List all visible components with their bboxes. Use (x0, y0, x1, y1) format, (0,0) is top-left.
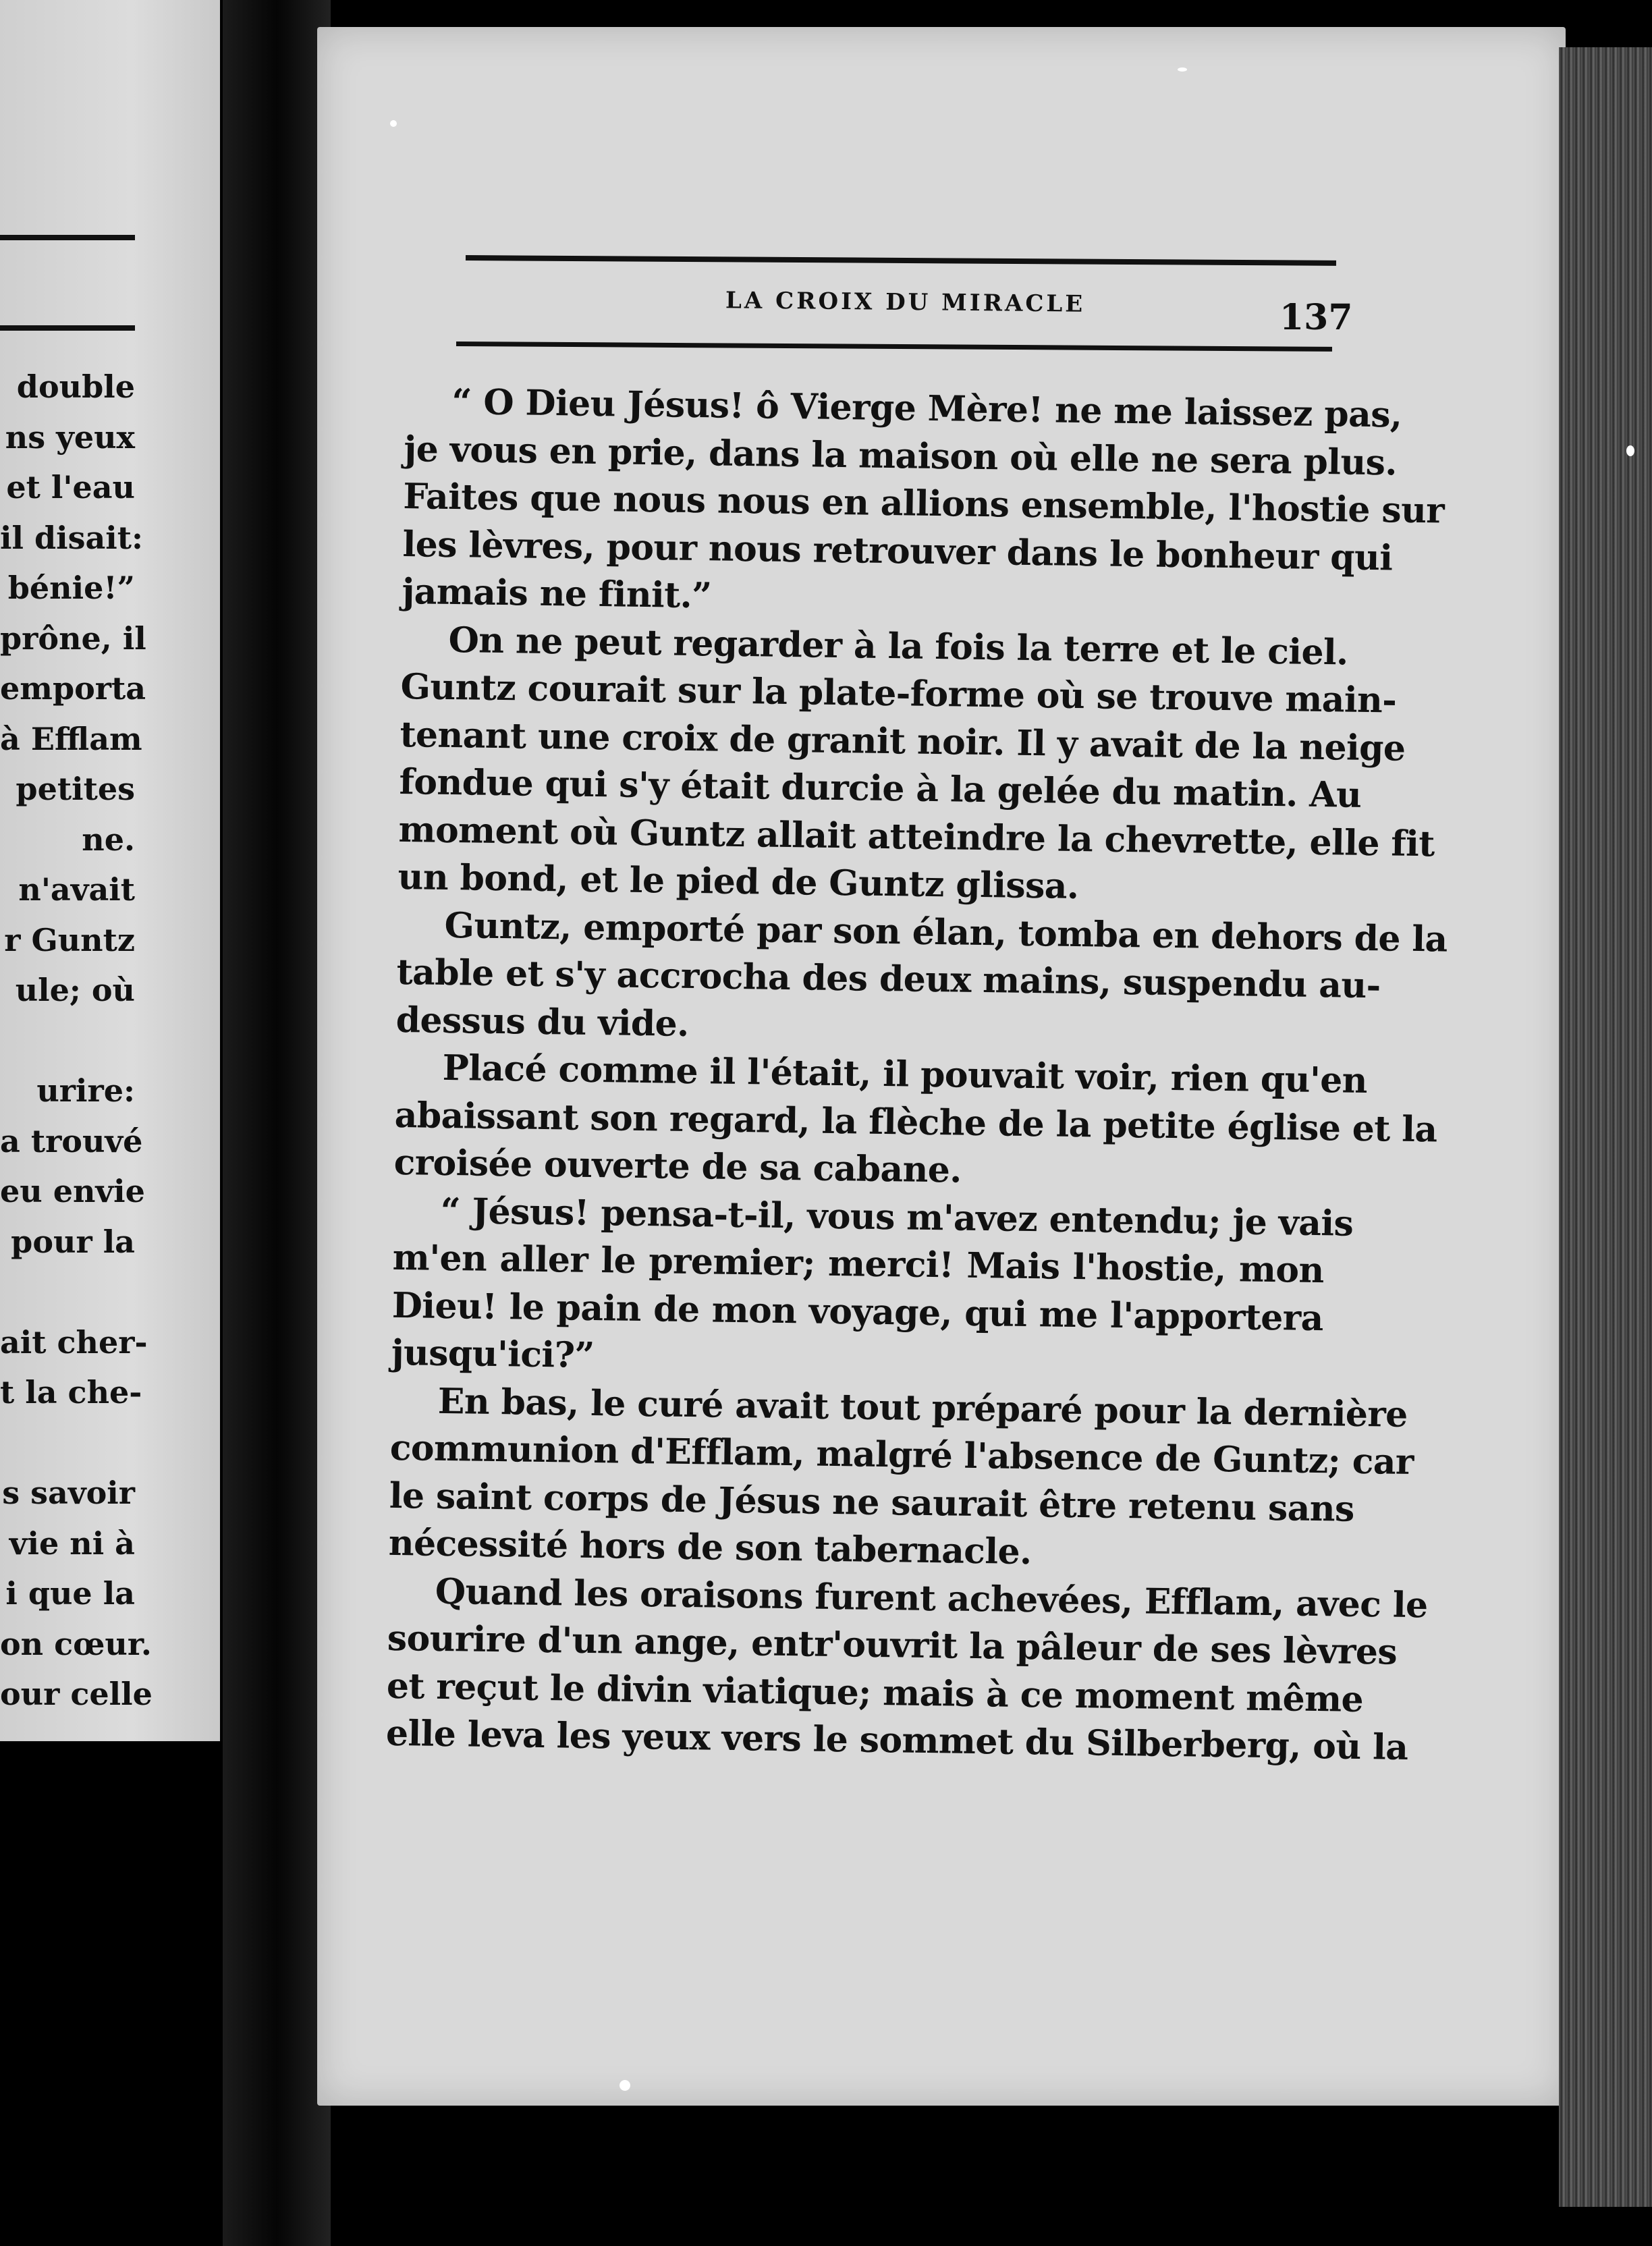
text-line: je vous en prie, dans la maison où elle ne sera plus. (404, 428, 1398, 484)
text-line: Guntz courait sur la plate-forme où se trouve main- (400, 665, 1397, 721)
scan-speck (390, 120, 397, 127)
text-line: On ne peut regarder à la fois la terre et le ciel. (448, 619, 1349, 674)
text-line: croisée ouverte de sa cabane. (393, 1141, 962, 1191)
text-line: Guntz, emporté par son élan, tomba en dehors de la (444, 904, 1448, 960)
left-page-line: pour la (11, 1223, 135, 1260)
body-text (385, 378, 1448, 1771)
text-line: les lèvres, pour nous retrouver dans le bonheur qui (402, 523, 1393, 578)
left-page-line: ne. (82, 821, 135, 858)
text-line: “ O Dieu Jésus! ô Vierge Mère! ne me laissez pas, (451, 381, 1402, 436)
text-line: m'en aller le premier; merci! Mais l'hostie, mon (392, 1236, 1325, 1292)
left-page-line: et l'eau (6, 469, 135, 505)
left-page-line: emporta (0, 670, 146, 707)
left-page-line: ule; où (15, 972, 135, 1008)
left-page-line: a trouvé (0, 1122, 143, 1159)
left-page-line (0, 1016, 135, 1066)
scan-speck (620, 2080, 630, 2091)
text-line: table et s'y accrocha des deux mains, suspendu au- (396, 951, 1381, 1007)
running-head: LA CROIX DU MIRACLE (725, 287, 1086, 318)
left-page-line: our celle (0, 1676, 153, 1712)
book-gutter (223, 0, 331, 2246)
left-page-line: prône, il (0, 620, 146, 657)
left-page-line: eu envie (0, 1173, 145, 1209)
left-page-line: vie ni à (9, 1525, 135, 1562)
left-page-rule-bottom (0, 325, 135, 331)
text-line: jamais ne finit.” (402, 570, 712, 617)
left-page-line: urire: (36, 1072, 135, 1109)
left-page-line (0, 1267, 135, 1317)
left-page-line: s savoir (2, 1475, 135, 1511)
text-line: abaissant son regard, la flèche de la petite église et la (394, 1094, 1437, 1150)
text-line: nécessité hors de son tabernacle. (388, 1522, 1032, 1573)
text-line: En bas, le curé avait tout préparé pour la dernière (437, 1380, 1408, 1435)
left-page-line: petites (16, 771, 135, 807)
left-page-line: on cœur. (0, 1625, 152, 1662)
left-page-line: r Guntz (4, 921, 135, 958)
text-line: jusqu'ici?” (391, 1332, 595, 1377)
text-line: moment où Guntz allait atteindre la chevrette, elle fit (398, 809, 1435, 865)
left-page-line (0, 1418, 135, 1469)
left-page-line: il disait: (0, 519, 144, 556)
left-page-line: ns yeux (5, 418, 135, 456)
page-edge (1559, 47, 1652, 2207)
text-line: Faites que nous nous en allions ensemble, l'hostie sur (403, 475, 1445, 532)
text-line: Dieu! le pain de mon voyage, qui me l'apportera (391, 1284, 1324, 1339)
left-page-line: i que la (5, 1575, 135, 1612)
text-line: tenant une croix de granit noir. Il y avait de la neige (400, 713, 1406, 769)
text-line: et reçut le divin viatique; mais à ce moment même (386, 1665, 1364, 1720)
left-page-line: n'avait (18, 871, 135, 908)
left-page-line: à Efflam (0, 720, 142, 757)
text-line: elle leva les yeux vers le sommet du Silberberg, où la (385, 1712, 1408, 1768)
text-line: sourire d'un ange, entr'ouvrit la pâleur de ses lèvres (387, 1617, 1398, 1673)
left-page-line: bénie!” (7, 570, 135, 606)
scan-speck (1626, 445, 1634, 456)
page-number: 137 (1279, 297, 1353, 338)
left-page-line: double (16, 368, 135, 405)
text-line: “ Jésus! pensa-t-il, vous m'avez entendu; je vais (440, 1190, 1354, 1244)
text-line: Quand les oraisons furent achevées, Efflam, avec le (435, 1570, 1428, 1626)
scan-speck (1178, 67, 1187, 72)
previous-page-fragment (0, 0, 220, 1741)
left-page-text (0, 362, 153, 1720)
left-page-line: t la che- (0, 1374, 142, 1410)
left-page-line: ait cher- (0, 1323, 148, 1361)
text-line: le saint corps de Jésus ne saurait être retenu sans (389, 1475, 1355, 1530)
text-line: Placé comme il l'était, il pouvait voir, rien qu'en (442, 1047, 1368, 1102)
text-line: un bond, et le pied de Guntz glissa. (397, 856, 1079, 908)
text-line: fondue qui s'y était durcie à la gelée du matin. Au (399, 761, 1362, 816)
text-line: communion d'Efflam, malgré l'absence de Guntz; car (389, 1427, 1414, 1483)
left-page-rule-top (0, 235, 135, 240)
text-line: dessus du vide. (395, 999, 690, 1045)
